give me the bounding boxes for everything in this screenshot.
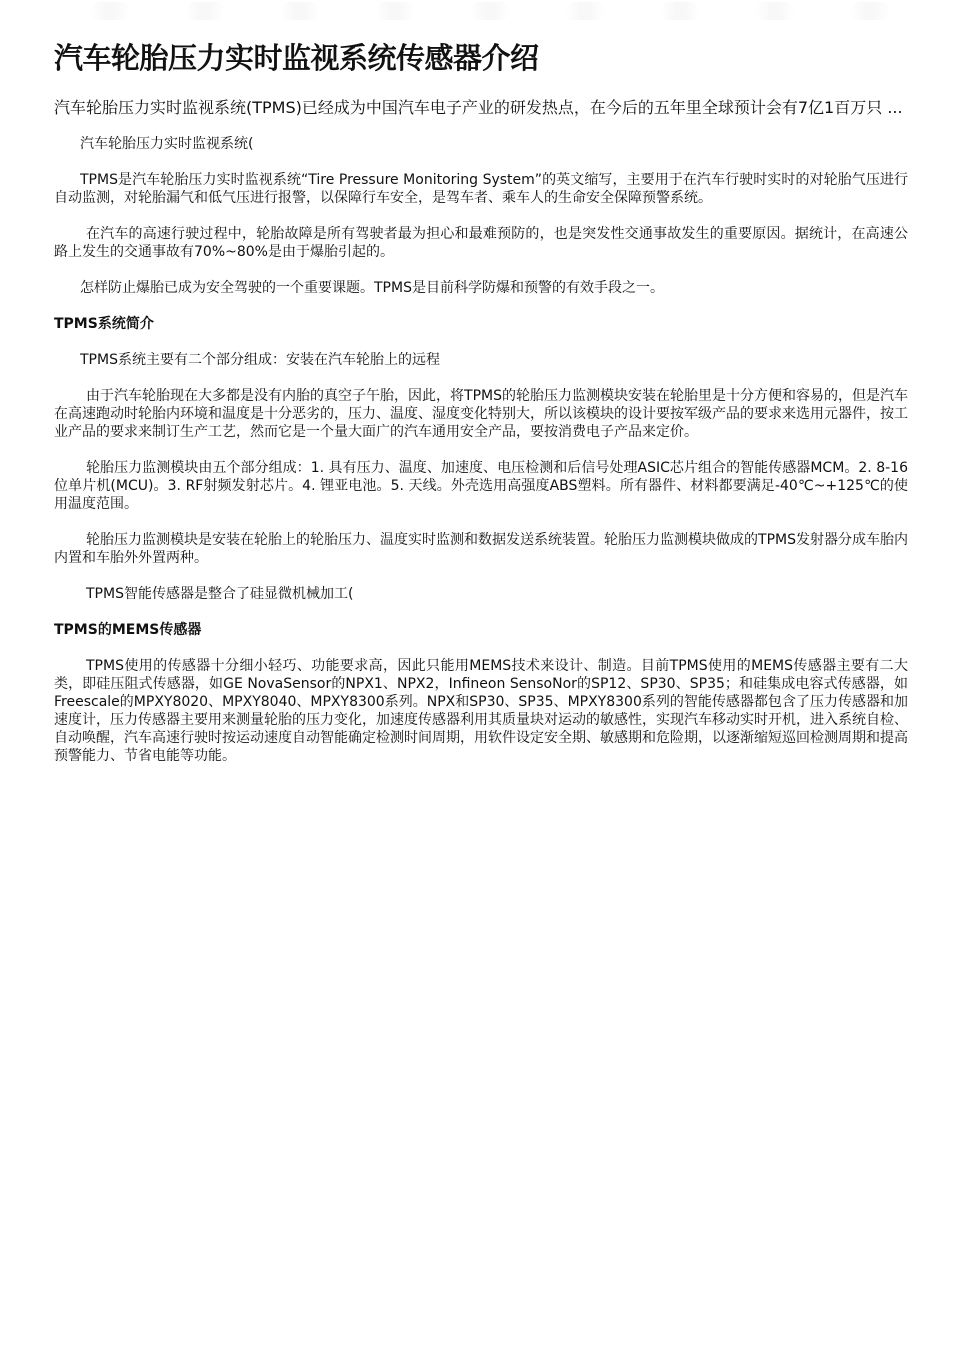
paragraph-tpms-definition: TPMS是汽车轮胎压力实时监视系统“Tire Pressure Monitoring System”的英文缩写，主要用于在汽车行驶时实时的对轮胎气压进行自动监测，对轮胎漏气和低气压进行报警，以保障行车安全，是驾车者、乘车人的生命安全保障预警系统。 — [54, 172, 908, 206]
paragraph-smart-sensor: TPMS智能传感器是整合了硅显微机械加工( — [86, 586, 354, 602]
paragraph-module-install: 由于汽车轮胎现在大多都是没有内胎的真空子午胎，因此，将TPMS的轮胎压力监测模块安装在轮胎里是十分方便和容易的，但是汽车在高速跑动时轮胎内环境和温度是十分恶劣的，压力、温度、湿度变化特别大，所以该模块的设计要按军级产品的要求来选用元器件，按工业产品的要求来制订生产工艺，然而它是一个量大面广的汽车通用安全产品，要按消费电子产品来定价。 — [54, 388, 908, 440]
watermark-mark — [90, 2, 130, 20]
paragraph-module-components: 轮胎压力监测模块由五个部分组成：1. 具有压力、温度、加速度、电压检测和后信号处理ASIC芯片组合的智能传感器MCM。2. 8-16位单片机(MCU)。3. RF射频发射芯片。4. 锂亚电池。5. 天线。外壳选用高强度ABS塑料。所有器件、材料都要满足-40℃~+125℃的使用温度范围。 — [54, 460, 908, 512]
watermark-mark — [185, 2, 225, 20]
watermark-strip — [0, 2, 960, 24]
watermark-mark — [470, 2, 510, 20]
intro-summary: 汽车轮胎压力实时监视系统(TPMS)已经成为中国汽车电子产业的研发热点，在今后的五年里全球预计会有7亿1百万只 ... — [54, 98, 903, 117]
watermark-mark — [565, 2, 605, 20]
paragraph-tpms-name: 汽车轮胎压力实时监视系统( — [80, 136, 254, 152]
paragraph-system-parts: TPMS系统主要有二个部分组成：安装在汽车轮胎上的远程 — [80, 352, 440, 368]
section-heading-intro: TPMS系统简介 — [54, 316, 154, 332]
section-heading-mems: TPMS的MEMS传感器 — [54, 622, 202, 638]
document-title: 汽车轮胎压力实时监视系统传感器介绍 — [54, 41, 539, 75]
watermark-mark — [755, 2, 795, 20]
watermark-mark — [280, 2, 320, 20]
paragraph-tire-failure: 在汽车的高速行驶过程中，轮胎故障是所有驾驶者最为担心和最难预防的，也是突发性交通事故发生的重要原因。据统计，在高速公路上发生的交通事故有70%~80%是由于爆胎引起的。 — [54, 226, 908, 260]
watermark-mark — [850, 2, 890, 20]
paragraph-module-types: 轮胎压力监测模块是安装在轮胎上的轮胎压力、温度实时监测和数据发送系统装置。轮胎压力监测模块做成的TPMS发射器分成车胎内内置和车胎外外置两种。 — [54, 532, 908, 566]
watermark-mark — [375, 2, 415, 20]
watermark-mark — [660, 2, 700, 20]
paragraph-prevent-blowout: 怎样防止爆胎已成为安全驾驶的一个重要课题。TPMS是目前科学防爆和预警的有效手段之一。 — [80, 280, 664, 296]
paragraph-mems-sensors: TPMS使用的传感器十分细小轻巧、功能要求高，因此只能用MEMS技术来设计、制造。目前TPMS使用的MEMS传感器主要有二大类，即硅压阻式传感器，如GE NovaSensor的NPX1、NPX2，Infineon SensoNor的SP12、SP30、SP35；和硅集成电容式传感器，如Freescale的MPXY8020、MPXY8040、MPXY8300系列。NPX和SP30、SP35、MPXY8300系列的智能传感器都包含了压力传感器和加速度计，压力传感器主要用来测量轮胎的压力变化，加速度传感器利用其质量块对运动的敏感性，实现汽车移动实时开机，进入系统自检、自动唤醒，汽车高速行驶时按运动速度自动智能确定检测时间周期，用软件设定安全期、敏感期和危险期，以逐渐缩短巡回检测周期和提高预警能力、节省电能等功能。 — [54, 658, 908, 764]
